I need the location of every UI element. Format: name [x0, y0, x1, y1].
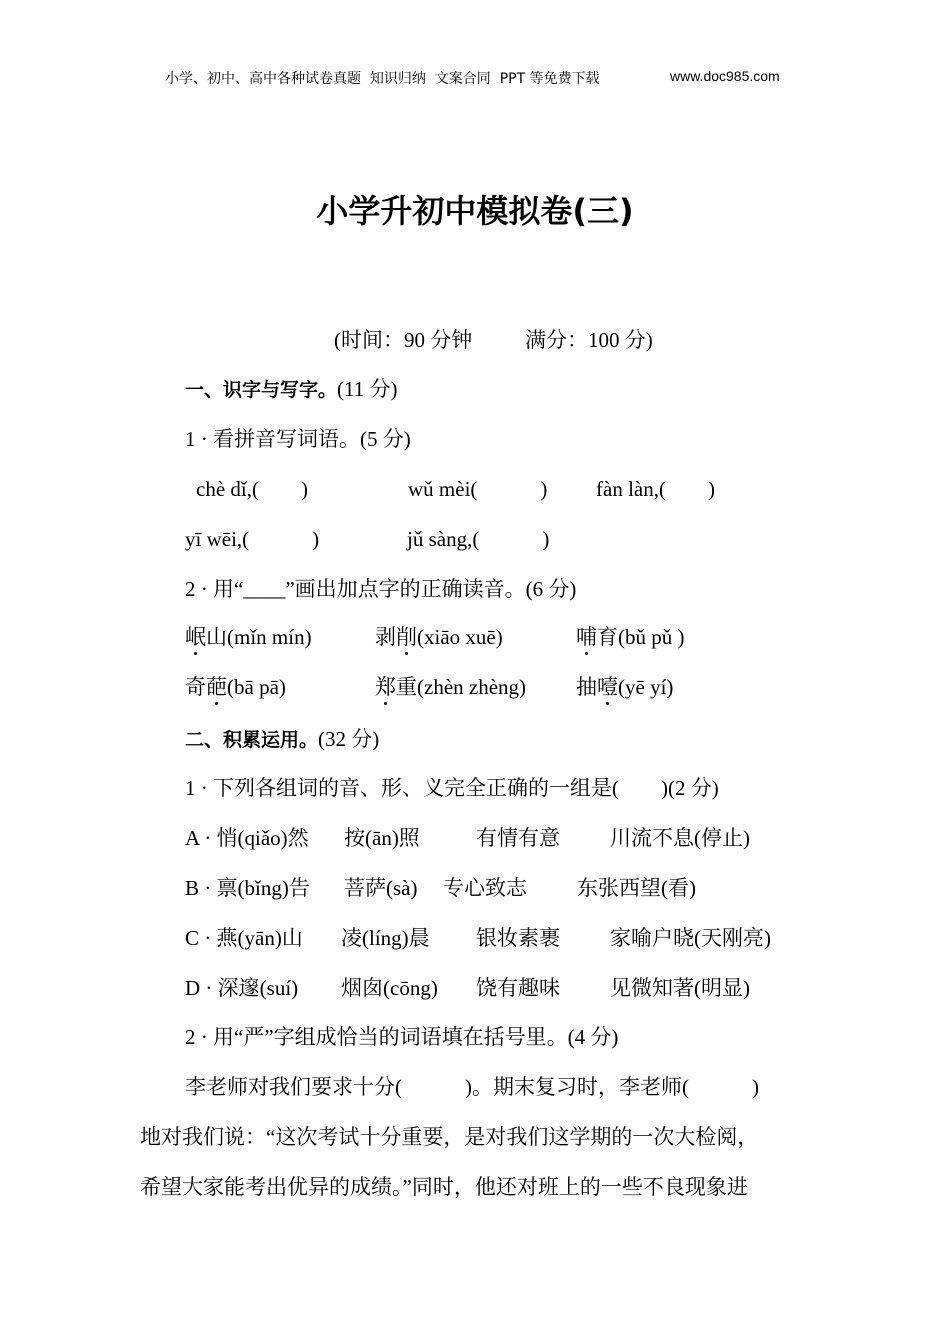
- pinyin-item: wǔ mèi( ): [408, 477, 548, 501]
- text: 家喻户晓(天刚亮): [610, 926, 771, 950]
- pinyin-item: jǔ sàng,( ): [407, 527, 550, 551]
- text: 按(ān)照: [344, 826, 420, 850]
- option-d: D · 深邃(suí): [185, 976, 299, 1000]
- paragraph-line: 地对我们说：“这次考试十分重要，是对我们这学期的一次大检阅，: [140, 1125, 759, 1149]
- text: 见微知著(明显): [610, 976, 750, 1000]
- question-1-2: 2 · 用“____”画出加点字的正确读音。(6 分): [185, 577, 577, 601]
- pinyin-item: fàn làn,( ): [596, 477, 715, 501]
- text: 有情有意: [476, 826, 560, 850]
- text: 一、识字与写字。: [185, 379, 338, 401]
- text: 重(zhèn zhèng): [396, 675, 527, 699]
- text: 剥: [375, 625, 396, 649]
- text: 专心致志: [443, 876, 527, 900]
- text: (32 分): [318, 727, 380, 751]
- exam-time: (时间：90 分钟: [334, 328, 473, 352]
- text: 岷: [185, 625, 206, 649]
- page-header-text: 小学、初中、高中各种试卷真题 知识归纳 文案合同 PPT 等免费下载: [165, 71, 600, 87]
- text: (11 分): [337, 377, 398, 401]
- text: 育(bǔ pǔ ): [597, 625, 685, 649]
- page-title: 小学升初中模拟卷(三): [316, 192, 634, 230]
- text: 山(mǐn mín): [206, 625, 312, 649]
- reading-item: [576, 624, 685, 650]
- section-2-heading: [185, 726, 379, 753]
- text: 银妆素裹: [476, 926, 560, 950]
- text: (yē yí): [618, 675, 674, 699]
- text: 烟囱(cōng): [341, 976, 438, 1000]
- section-1-heading: [185, 376, 397, 403]
- text: 哺: [576, 625, 597, 649]
- option-a: A · 悄(qiǎo)然: [185, 826, 309, 850]
- question-2-2: 2 · 用“严”字组成恰当的词语填在括号里。(4 分): [185, 1025, 619, 1049]
- exam-score: 满分：100 分): [525, 328, 653, 352]
- paragraph-line: 李老师对我们要求十分( )。期末复习时，李老师( ): [185, 1075, 759, 1099]
- text: 奇: [185, 675, 206, 699]
- reading-item: [375, 674, 526, 700]
- text: 郑: [375, 675, 396, 699]
- reading-item: [185, 674, 286, 700]
- text: 东张西望(看): [577, 876, 696, 900]
- pinyin-item: yī wēi,( ): [185, 527, 320, 551]
- header-url: www.doc985.com: [670, 68, 780, 84]
- text: (bā pā): [227, 675, 286, 699]
- text: 凌(líng)晨: [341, 926, 430, 950]
- reading-item: [576, 674, 673, 700]
- text: 削: [396, 625, 417, 649]
- text: 川流不息(停止): [610, 826, 750, 850]
- text: 菩萨(sà): [344, 876, 418, 900]
- reading-item: [375, 624, 503, 650]
- paragraph-line: 希望大家能考出优异的成绩。”同时，他还对班上的一些不良现象进: [140, 1175, 748, 1199]
- option-b: B · 禀(bǐng)告: [185, 876, 310, 900]
- reading-item: [185, 624, 312, 650]
- question-1-1: 1 · 看拼音写词语。(5 分): [185, 427, 411, 451]
- text: 二、积累运用。: [185, 729, 319, 751]
- pinyin-item: chè dǐ,( ): [196, 477, 308, 501]
- text: 葩: [206, 675, 227, 699]
- question-2-1: 1 · 下列各组词的音、形、义完全正确的一组是( )(2 分): [185, 776, 719, 800]
- text: 噎: [597, 675, 618, 699]
- option-c: C · 燕(yān)山: [185, 926, 303, 950]
- text: 饶有趣味: [476, 976, 560, 1000]
- text: (xiāo xuē): [417, 625, 503, 649]
- text: 抽: [576, 675, 597, 699]
